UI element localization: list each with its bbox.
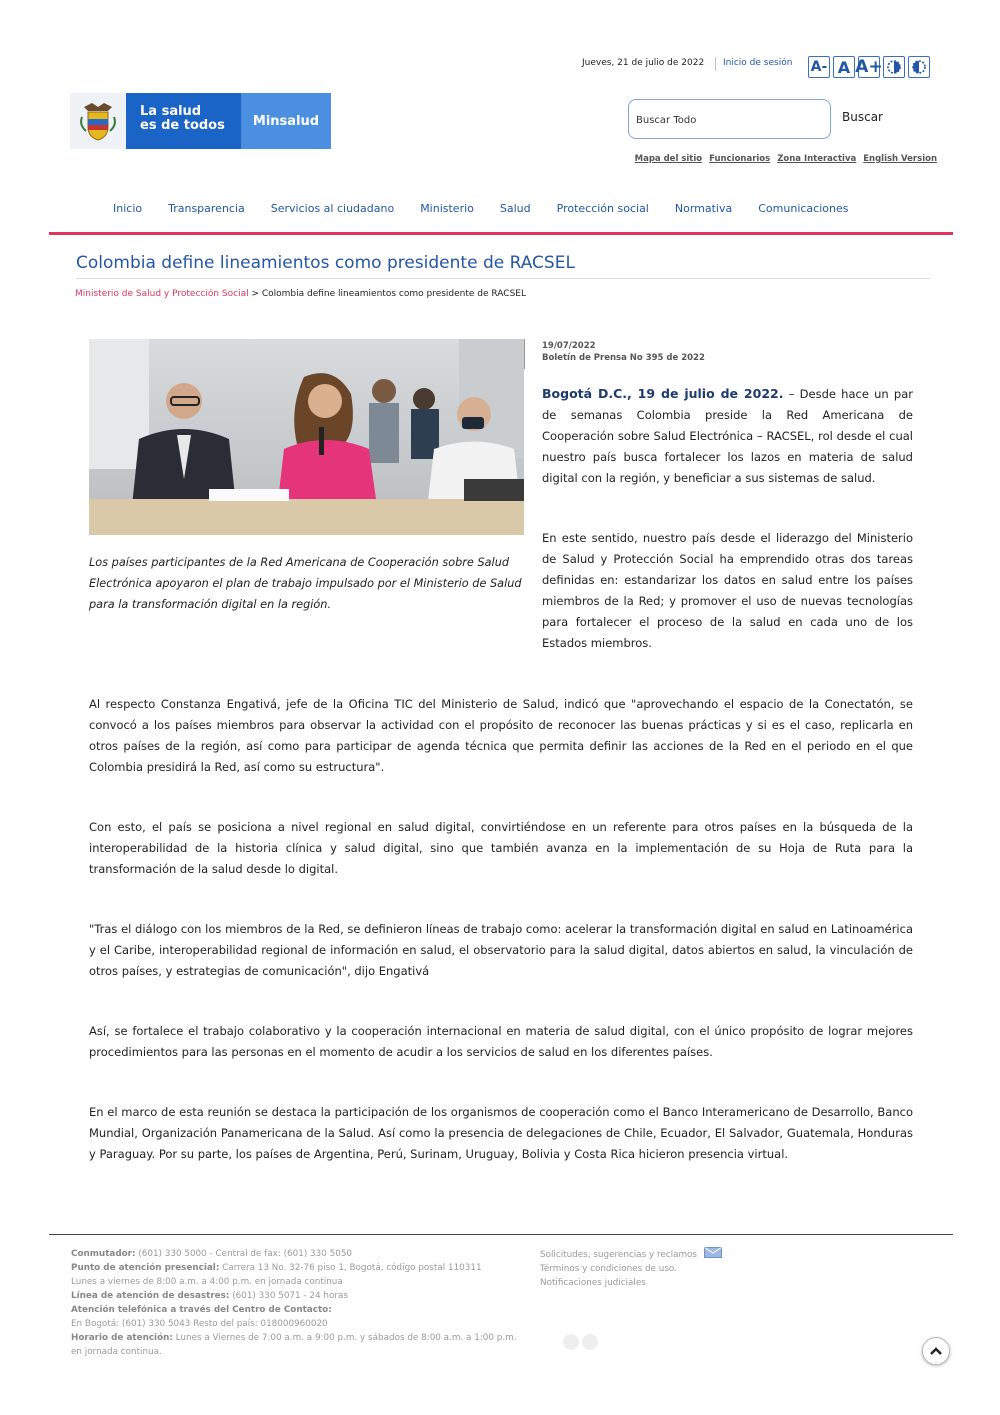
decrease-font-button[interactable]: A- (808, 56, 830, 78)
paragraph-4: Con esto, el país se posiciona a nivel regional en salud digital, convirtiéndose en un referente para otros países en la búsqueda de la interoperabilidad de la historia clínica y salud digital, sino que también avanza en la implementación de su Hoja de Ruta para la transformación de la salud desde lo digital. (89, 820, 913, 876)
nav-item-comunicaciones[interactable]: Comunicaciones (758, 202, 849, 215)
logo-line-2: es de todos (140, 118, 225, 133)
current-date: Jueves, 21 de julio de 2022 (582, 58, 705, 68)
article-photo (89, 339, 524, 535)
footer-label: Línea de atención de desastres: (71, 1291, 230, 1301)
quick-links (635, 154, 937, 164)
nav-item-inicio[interactable]: Inicio (113, 202, 143, 215)
search-input[interactable]: Buscar Todo (628, 99, 831, 139)
breadcrumb-separator: > (248, 289, 262, 299)
page-title: Colombia define lineamientos como presidente de RACSEL (76, 253, 575, 273)
footer-link-notifications[interactable]: Notificaciones judiciales (540, 1278, 646, 1288)
footer-text: Lunes a Viernes de 7:00 a.m. a 9:00 p.m. y sábados de 8:00 a.m. a 1:00 p.m. en jornada continua. (71, 1333, 517, 1357)
increase-font-button[interactable]: A+ (855, 57, 883, 77)
paragraph-5: "Tras el diálogo con los miembros de la Red, se definieron líneas de trabajo como: acelerar la transformación digital en salud en Latinoamérica y el Caribe, interoperabilidad regional de información en salud, el observatorio para la salud digital, datos abiertos en salud, la vinculación de otros países, y estrategias de comunicación", dijo Engativá (89, 922, 913, 978)
footer-links (540, 1247, 722, 1290)
footer-text: En Bogotá: (601) 330 5043 Resto del país: 018000960020 (71, 1319, 328, 1329)
footer-link-terms[interactable]: Términos y condiciones de uso. (540, 1264, 677, 1274)
divider (715, 57, 716, 71)
paragraph-1 (542, 383, 913, 489)
footer-text: (601) 330 5000 - Central de fax: (601) 330 5050 (135, 1249, 353, 1259)
nav-item-servicios[interactable]: Servicios al ciudadano (270, 202, 395, 215)
breadcrumb-home-link[interactable]: Ministerio de Salud y Protección Social (75, 289, 249, 299)
nav-item-normativa[interactable]: Normativa (674, 202, 733, 215)
contrast-icon[interactable] (883, 56, 905, 78)
footer-text: Carrera 13 No. 32-76 piso 1, Bogotá, código postal 110311 (219, 1263, 482, 1273)
logo-line-1: La salud (140, 104, 202, 119)
paragraph-6: Así, se fortalece el trabajo colaborativo y la cooperación internacional en materia de salud digital, con el único propósito de lograr mejores procedimientos para las personas en el momento de acudir a los servicios de salud en los diferentes países. (89, 1024, 913, 1059)
accessibility-toolbar (808, 56, 930, 78)
footer-contact (71, 1247, 526, 1359)
nav-item-proteccion[interactable]: Protección social (556, 202, 649, 215)
scroll-to-top-button[interactable] (922, 1337, 950, 1365)
footer-divider (49, 1234, 953, 1235)
search-button[interactable]: Buscar (842, 110, 883, 124)
nav-divider (49, 232, 953, 235)
chevron-up-icon (929, 1346, 943, 1356)
footer-label: Horario de atención: (71, 1333, 173, 1343)
staff-link[interactable]: Funcionarios (709, 154, 771, 164)
high-contrast-icon[interactable] (908, 56, 930, 78)
breadcrumb (75, 289, 526, 299)
article-date: 19/07/2022 (542, 341, 596, 351)
article-meta (542, 340, 705, 364)
coat-of-arms-icon (70, 93, 126, 149)
logo-slogan (126, 93, 241, 149)
footer-label: Punto de atención presencial: (71, 1263, 220, 1273)
meta-divider (524, 339, 525, 369)
envelope-icon (704, 1247, 722, 1258)
login-link[interactable]: Inicio de sesión (723, 58, 793, 68)
bulletin-number: Boletín de Prensa No 395 de 2022 (542, 353, 705, 363)
nav-item-salud[interactable]: Salud (499, 202, 531, 215)
english-version-link[interactable]: English Version (863, 154, 937, 164)
reset-font-button[interactable]: A (833, 56, 855, 78)
twitter-icon[interactable] (582, 1334, 598, 1350)
title-divider (76, 278, 930, 279)
interactive-zone-link[interactable]: Zona Interactiva (777, 154, 857, 164)
footer-text: (601) 330 5071 - 24 horas (229, 1291, 348, 1301)
site-logo[interactable] (70, 93, 331, 149)
paragraph-1-text: – Desde hace un par de semanas Colombia preside la Red Americana de Cooperación sobre Salud Electrónica – RACSEL, rol desde el cual nuestro país busca fortalecer los lazos en materia de salud digital con la región, y beneficiar a sus sistemas de salud. (542, 387, 913, 485)
social-links (563, 1334, 598, 1350)
footer-label: Atención telefónica a través del Centro de Contacto: (71, 1305, 332, 1315)
main-nav (113, 202, 874, 215)
sitemap-link[interactable]: Mapa del sitio (634, 154, 703, 164)
footer-label: Conmutador: (71, 1249, 136, 1259)
nav-item-ministerio[interactable]: Ministerio (420, 202, 474, 215)
footer-text: Lunes a viernes de 8:00 a.m. a 4:00 p.m. en jornada continua (71, 1277, 343, 1287)
paragraph-7: En el marco de esta reunión se destaca la participación de los organismos de cooperación como el Banco Interamericano de Desarrollo, Banco Mundial, Organización Panamericana de la Salud. Así como la presencia de delegaciones de Chile, Ecuador, El Salvador, Guatemala, Honduras y Paraguay. Por su parte, los países de Argentina, Perú, Surinam, Uruguay, Bolivia y Costa Rica hicieron presencia virtual. (89, 1105, 913, 1161)
photo-caption: Los países participantes de la Red Americana de Cooperación sobre Salud Electrónica apoyaron el plan de trabajo impulsado por el Ministerio de Salud para la transformación digital en la región. (89, 556, 522, 611)
logo-ministry: Minsalud (241, 93, 331, 149)
lead-dateline: Bogotá D.C., 19 de julio de 2022. (542, 386, 784, 401)
paragraph-3: Al respecto Constanza Engativá, jefe de la Oficina TIC del Ministerio de Salud, indicó que "aprovechando el espacio de la Conectatón, se convocó a los países miembros para observar la actividad con el propósito de reconocer las buenas prácticas y si es el caso, replicarla en otros países de la región, así como para participar de agenda técnica que permita definir las acciones de la Red en el periodo en el que Colombia presidirá la Red, así como su estructura". (89, 697, 913, 774)
nav-item-transparencia[interactable]: Transparencia (168, 202, 245, 215)
facebook-icon[interactable] (563, 1334, 579, 1350)
top-bar (0, 56, 1000, 82)
footer-link-label: Solicitudes, sugerencias y reclamos (540, 1250, 697, 1260)
paragraph-2: En este sentido, nuestro país desde el liderazgo del Ministerio de Salud y Protección Social ha emprendido otras dos tareas definidas en: estandarizar los datos en salud entre los países miembros de la Red; y promover el uso de nuevas tecnologías para fortalecer el proceso de la salud en cada uno de los Estados miembros. (542, 531, 913, 650)
footer-link-pqrs[interactable] (540, 1247, 722, 1262)
breadcrumb-current: Colombia define lineamientos como presidente de RACSEL (261, 289, 526, 299)
